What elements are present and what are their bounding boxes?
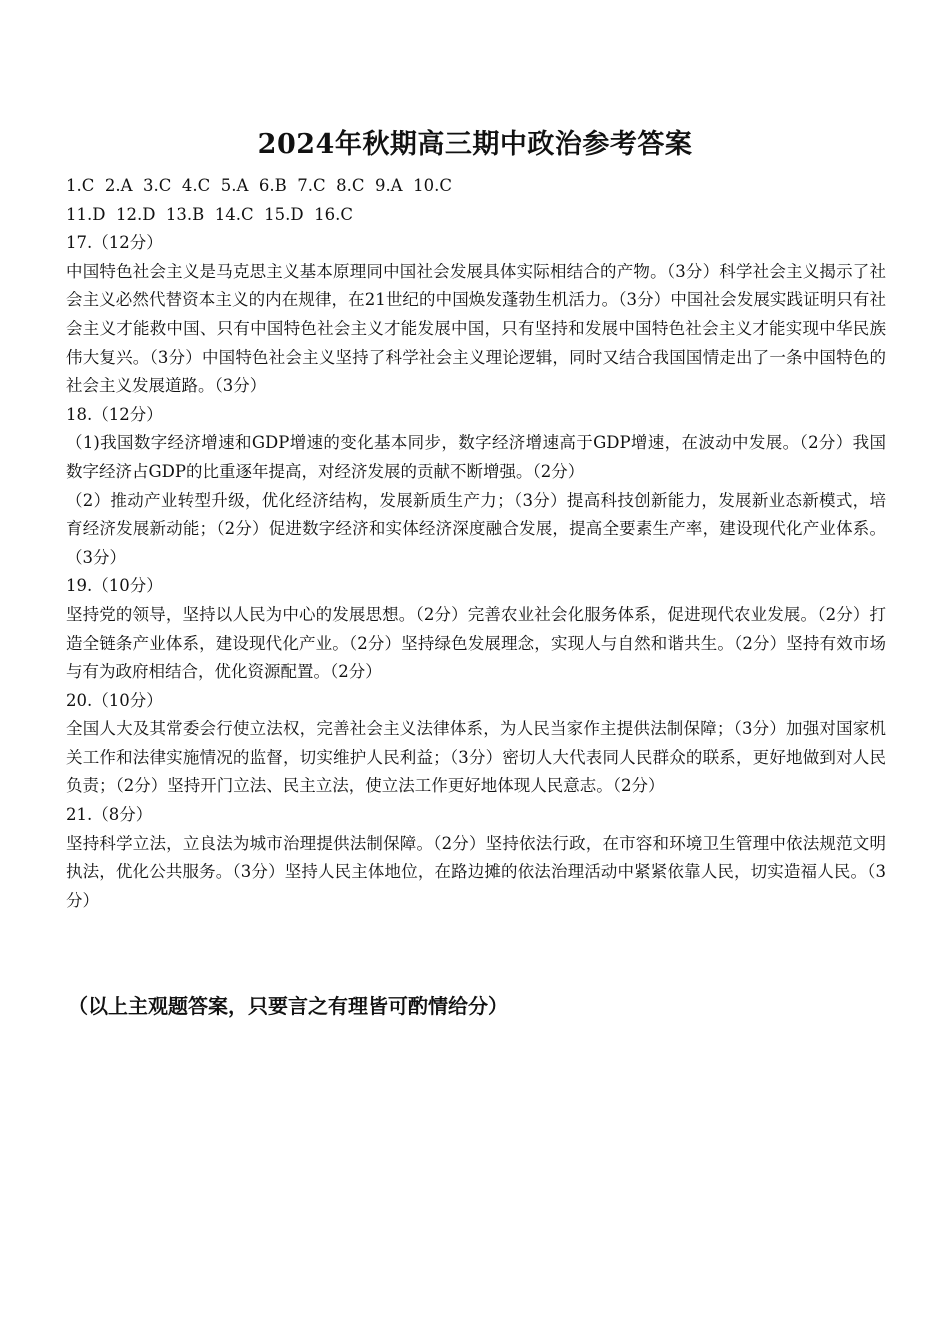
question-18-answer-part-2: （2）推动产业转型升级，优化经济结构，发展新质生产力；（3分）提高科技创新能力，发展新业态新模式，培育经济发展新动能；（2分）促进数字经济和实体经济深度融合发展，提高全要素生产率，建设现代化产业体系。（3分） <box>66 490 886 567</box>
question-20-header: 20.（10分） <box>66 690 163 710</box>
question-19-header: 19.（10分） <box>66 576 163 596</box>
question-18-header: 18.（12分） <box>66 404 163 424</box>
question-20-answer: 全国人大及其常委会行使立法权，完善社会主义法律体系，为人民当家作主提供法制保障；（3分）加强对国家机关工作和法律实施情况的监督，切实维护人民利益；（3分）密切人大代表同人民群众的联系，更好地做到对人民负责；（2分）坚持开门立法、民主立法，使立法工作更好地体现人民意志。（2分） <box>66 719 886 796</box>
question-19-answer: 坚持党的领导，坚持以人民为中心的发展思想。（2分）完善农业社会化服务体系，促进现代农业发展。（2分）打造全链条产业体系，建设现代化产业。（2分）坚持绿色发展理念，实现人与自然和谐共生。（2分）坚持有效市场与有为政府相结合，优化资源配置。（2分） <box>66 604 886 682</box>
question-17-header: 17.（12分） <box>66 233 163 253</box>
scoring-note: （以上主观题答案，只要言之有理皆可酌情给分） <box>68 994 508 1018</box>
choice-answers-row-1: 1.C 2.A 3.C 4.C 5.A 6.B 7.C 8.C 9.A 10.C <box>66 176 452 195</box>
question-21-answer: 坚持科学立法，立良法为城市治理提供法制保障。（2分）坚持依法行政，在市容和环境卫生管理中依法规范文明执法，优化公共服务。（3分）坚持人民主体地位，在路边摊的依法治理活动中紧紧依靠人民，切实造福人民。（3分） <box>66 833 886 910</box>
page-title: 2024年秋期高三期中政治参考答案 <box>257 129 693 160</box>
answer-body <box>66 172 886 915</box>
choice-answers-row-2: 11.D 12.D 13.B 14.C 15.D 16.C <box>66 204 353 224</box>
question-18-answer-part-1: （1)我国数字经济增速和GDP增速的变化基本同步，数字经济增速高于GDP增速，在波动中发展。（2分）我国数字经济占GDP的比重逐年提高，对经济发展的贡献不断增强。（2分） <box>66 433 886 481</box>
question-21-header: 21.（8分） <box>66 805 153 825</box>
question-17-answer: 中国特色社会主义是马克思主义基本原理同中国社会发展具体实际相结合的产物。（3分）科学社会主义揭示了社会主义必然代替资本主义的内在规律，在21世纪的中国焕发蓬勃生机活力。（3分）中国社会发展实践证明只有社会主义才能救中国、只有中国特色社会主义才能发展中国，只有坚持和发展中国特色社会主义才能实现中华民族伟大复兴。（3分）中国特色社会主义坚持了科学社会主义理论逻辑，同时又结合我国国情走出了一条中国特色的社会主义发展道路。（3分） <box>66 261 886 396</box>
